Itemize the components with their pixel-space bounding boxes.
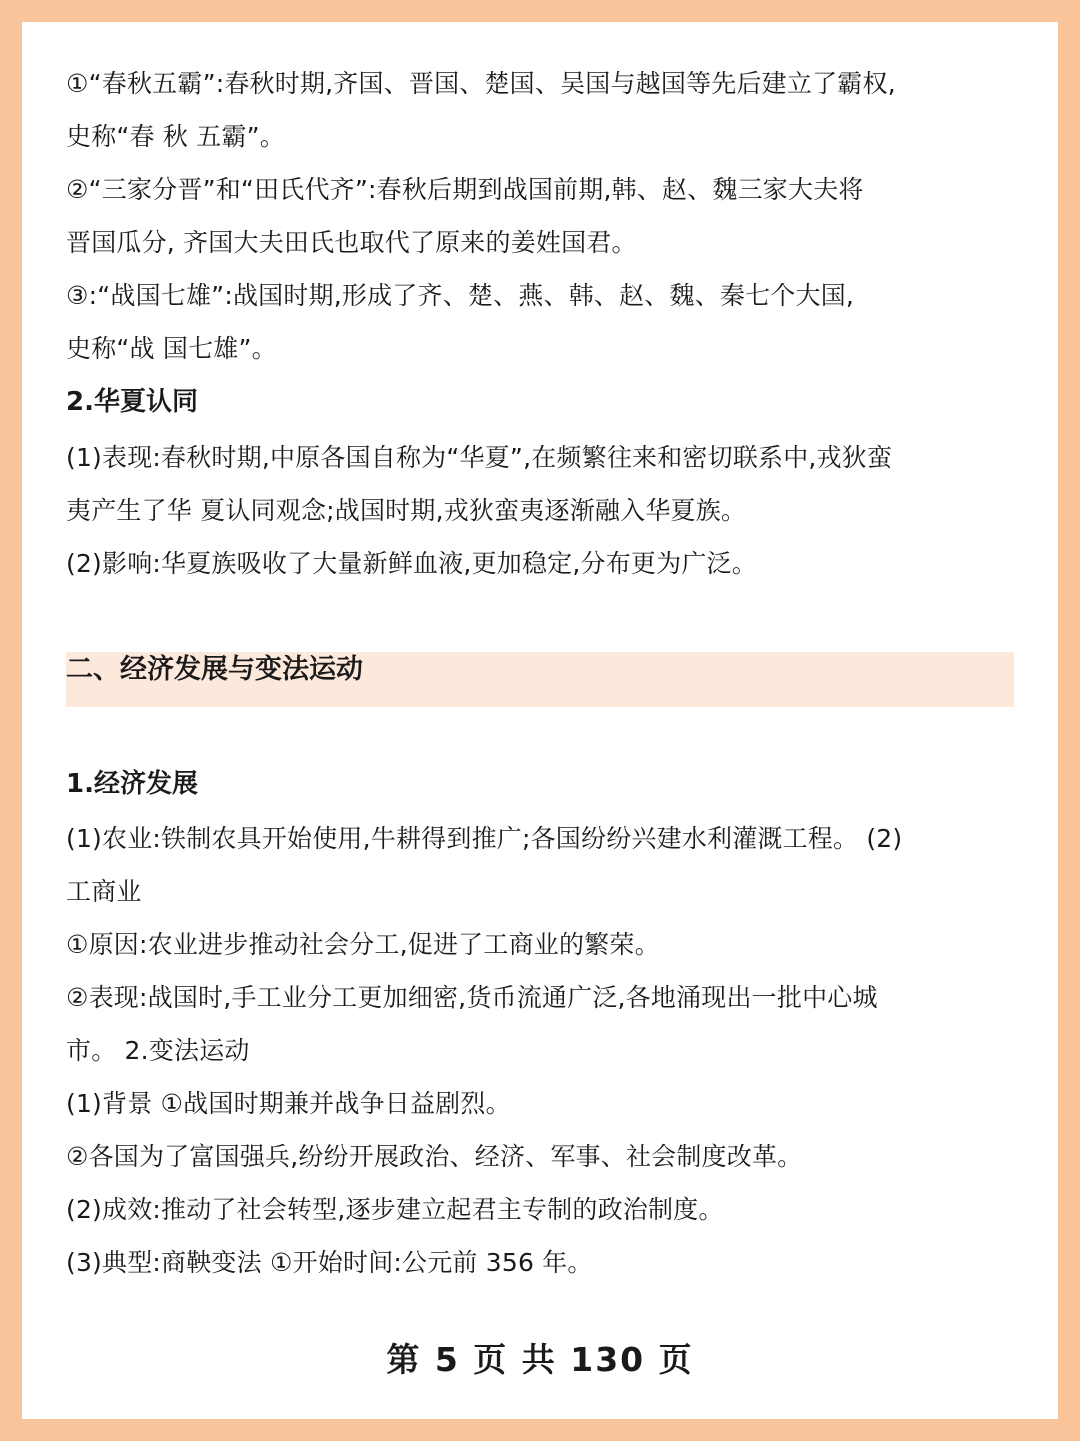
text-line: 市。 2.变法运动 xyxy=(66,1036,250,1065)
text-line: ①原因:农业进步推动社会分工,促进了工商业的繁荣。 xyxy=(66,930,660,959)
text-line: 工商业 xyxy=(66,877,142,906)
text-line: (1)表现:春秋时期,中原各国自称为“华夏”,在频繁往来和密切联系中,戎狄蛮 xyxy=(66,443,893,472)
text-line: 夷产生了华 夏认同观念;战国时期,戎狄蛮夷逐渐融入华夏族。 xyxy=(66,496,747,525)
text-line: ②“三家分晋”和“田氏代齐”:春秋后期到战国前期,韩、赵、魏三家大夫将 xyxy=(66,175,864,204)
text-line: ②表现:战国时,手工业分工更加细密,货币流通广泛,各地涌现出一批中心城 xyxy=(66,983,878,1012)
subheading-huaxia: 2.华夏认同 xyxy=(66,387,198,417)
text-line: ②各国为了富国强兵,纷纷开展政治、经济、军事、社会制度改革。 xyxy=(66,1142,803,1171)
text-line: 史称“春 秋 五霸”。 xyxy=(66,122,285,151)
section-title: 二、经济发展与变法运动 xyxy=(66,654,363,685)
text-line: 晋国瓜分, 齐国大夫田氏也取代了原来的姜姓国君。 xyxy=(66,228,637,257)
document-page xyxy=(22,22,1058,1419)
text-line: (1)背景 ①战国时期兼并战争日益剧烈。 xyxy=(66,1089,511,1118)
text-line: ③:“战国七雄”:战国时期,形成了齐、楚、燕、韩、赵、魏、秦七个大国, xyxy=(66,281,855,310)
text-line: (2)影响:华夏族吸收了大量新鲜血液,更加稳定,分布更为广泛。 xyxy=(66,549,757,578)
text-line: (2)成效:推动了社会转型,逐步建立起君主专制的政治制度。 xyxy=(66,1195,724,1224)
section-header-bar xyxy=(66,652,1014,707)
text-line: 史称“战 国七雄”。 xyxy=(66,334,277,363)
text-line: (1)农业:铁制农具开始使用,牛耕得到推广;各国纷纷兴建水利灌溉工程。 (2) xyxy=(66,824,903,853)
page-number-footer: 第 5 页 共 130 页 xyxy=(386,1340,694,1379)
text-line: (3)典型:商鞅变法 ①开始时间:公元前 356 年。 xyxy=(66,1248,593,1277)
text-line: ①“春秋五霸”:春秋时期,齐国、晋国、楚国、吴国与越国等先后建立了霸权, xyxy=(66,69,896,98)
subheading-economy: 1.经济发展 xyxy=(66,769,198,799)
